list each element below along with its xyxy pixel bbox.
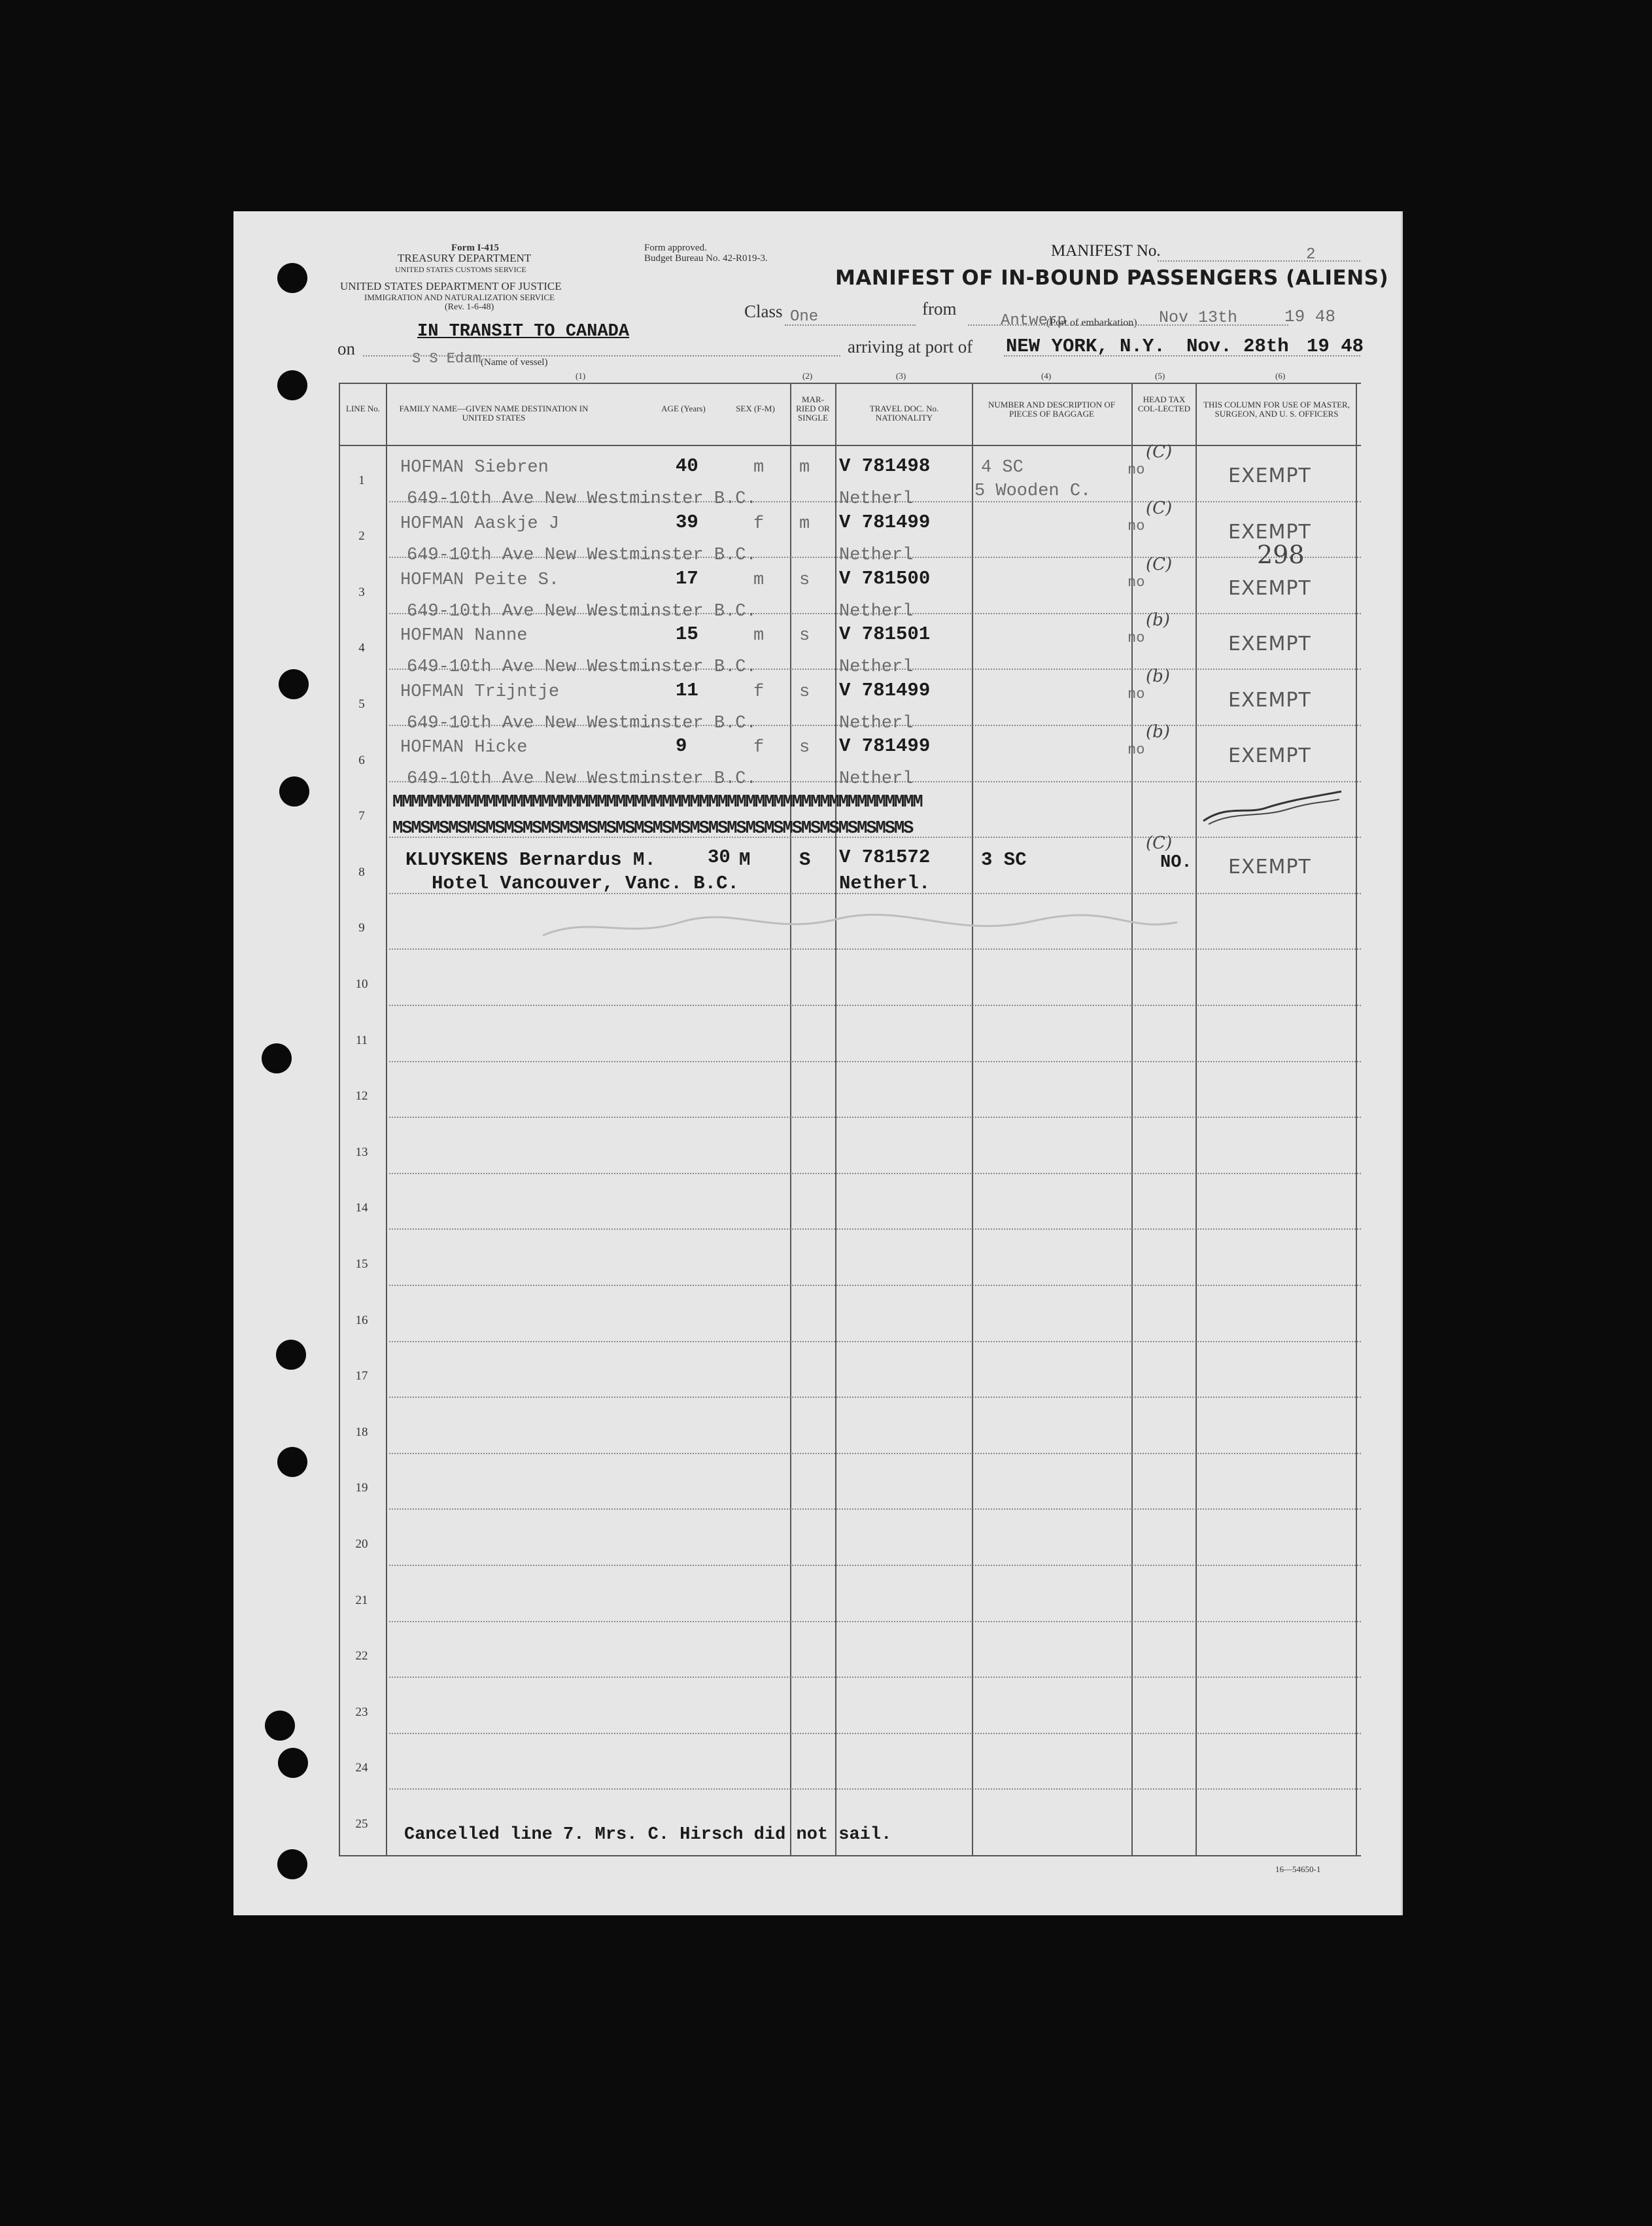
table-top-rule [339,383,1361,384]
manifest-no-value: 2 [1306,246,1316,264]
line-number: 10 [355,977,368,991]
cancelled-strike-line-2: MSMSMSMSMSMSMSMSMSMSMSMSMSMSMSMSMSMSMSMSMSMSMSMSMSMSMSMS [392,819,913,839]
line-number: 23 [355,1705,368,1719]
arrival-date: Nov. 28th [1186,336,1289,357]
punch-hole [277,1447,307,1477]
head-tax-value: no [1127,686,1145,703]
head-tax-mark: (b) [1146,722,1170,742]
punch-hole [265,1711,295,1741]
nationality: Netherl [839,489,914,509]
line-number: 21 [355,1593,368,1607]
nationality: Netherl. [839,873,931,894]
arrival-rule [1004,355,1360,357]
head-tax-value: no [1127,518,1145,534]
annotation-298: 298 [1257,540,1305,569]
exempt-stamp: EXEMPT [1228,521,1311,544]
head-tax-value: no [1127,630,1145,646]
table-header-rule [339,445,1361,446]
col-header-travel-doc: TRAVEL DOC. No. NATIONALITY [869,404,939,423]
row-rule [389,1677,1361,1678]
cancelled-note: Cancelled line 7. Mrs. C. Hirsch did not sail. [404,1825,892,1845]
treasury-dept: TREASURY DEPARTMENT [398,252,532,264]
row-rule [389,948,1361,950]
passenger-age: 17 [676,568,698,589]
col-header-head-tax: HEAD TAX COL-LECTED [1137,394,1191,413]
punch-hole [279,669,309,699]
budget-bureau: Budget Bureau No. 42-R019-3. [644,253,768,264]
travel-doc-number: V 781498 [839,455,931,477]
manifest-no-label: MANIFEST No. [1051,242,1161,260]
col-number-1: (1) [576,371,586,381]
passenger-age: 9 [676,735,687,757]
nationality: Netherl [839,714,914,733]
col-number-2: (2) [802,371,813,381]
in-transit-label: IN TRANSIT TO CANADA [417,322,630,341]
passenger-age: 40 [676,455,698,477]
passenger-marital-status: S [799,849,811,871]
row-rule [389,1005,1361,1006]
head-tax-mark: (C) [1146,555,1173,574]
destination-address: 649-10th Ave New Westminster B.C. [407,602,757,621]
travel-doc-number: V 781499 [839,680,931,701]
exempt-stamp: EXEMPT [1228,744,1311,767]
passenger-marital-status: s [799,738,810,757]
passenger-marital-status: m [799,458,810,478]
arrival-port: NEW YORK, N.Y. [1006,336,1165,357]
travel-doc-number: V 781500 [839,568,931,589]
col-header-age: AGE (Years) [661,404,706,413]
row-rule [389,1788,1361,1790]
passenger-sex: f [753,514,765,534]
destination-address: 649-10th Ave New Westminster B.C. [407,769,757,789]
passenger-sex: m [753,626,765,646]
row-rule [389,1341,1361,1342]
baggage-description: 3 SC [981,849,1027,871]
nationality: Netherl [839,546,914,565]
arriving-label: arriving at port of [848,337,973,357]
cancel-scribble [1201,785,1345,831]
destination-address: 649-10th Ave New Westminster B.C. [407,657,757,677]
punch-hole [277,370,307,400]
col-number-6: (6) [1275,371,1286,381]
passenger-sex: m [753,458,765,478]
passenger-name: KLUYSKENS Bernardus M. [405,849,656,871]
line-number: 11 [355,1034,368,1047]
nationality: Netherl [839,657,914,677]
revision: (Rev. 1-6-48) [445,302,494,312]
line-number: 15 [355,1257,368,1271]
baggage-description: 4 SC [981,458,1024,478]
ins-service: IMMIGRATION AND NATURALIZATION SERVICE [364,292,555,302]
col-divider [972,383,973,1856]
row-rule [389,1228,1361,1230]
line-number: 2 [358,529,365,543]
line-number: 13 [355,1145,368,1159]
row-rule [389,1285,1361,1286]
row-rule [389,1453,1361,1454]
passenger-age: 11 [676,680,698,701]
class-rule [785,324,916,326]
head-tax-mark: (b) [1146,610,1170,630]
line-number: 20 [355,1537,368,1551]
line-number: 6 [358,754,365,767]
form-approved: Form approved. [644,243,707,253]
destination-address: 649-10th Ave New Westminster B.C. [407,714,757,733]
vessel-rule [363,355,840,357]
head-tax-mark: (C) [1146,833,1173,853]
passenger-name: HOFMAN Nanne [400,626,528,646]
passenger-marital-status: m [799,514,810,534]
row-rule [389,1733,1361,1734]
passenger-sex: m [753,570,765,590]
form-id: Form I-415 [451,243,499,253]
embarkation-label: (Port of embarkation) [1046,317,1137,328]
line-number: 4 [358,641,365,655]
passenger-name: HOFMAN Aaskje J [400,514,560,534]
line-number: 14 [355,1201,368,1215]
col-header-sex: SEX (F-M) [736,404,775,413]
passenger-age: 39 [676,512,698,533]
faint-handwriting [536,903,1184,948]
from-value: Antwerp [1001,312,1067,330]
customs-service: UNITED STATES CUSTOMS SERVICE [395,265,526,274]
col-divider [835,383,836,1856]
print-code: 16—54650-1 [1275,1864,1321,1874]
line-number: 9 [358,921,365,935]
passenger-age: 15 [676,623,698,645]
justice-dept: UNITED STATES DEPARTMENT OF JUSTICE [340,280,562,292]
row-rule [389,1117,1361,1118]
line-number: 22 [355,1649,368,1663]
exempt-stamp: EXEMPT [1228,633,1311,655]
exempt-stamp: EXEMPT [1228,464,1311,487]
col-number-4: (4) [1041,371,1052,381]
line-number: 5 [358,697,365,711]
head-tax-mark: (b) [1146,667,1170,686]
on-label: on [337,339,355,358]
col-number-3: (3) [896,371,906,381]
travel-doc-number: V 781572 [839,846,931,868]
table-bottom-rule [339,1855,1361,1856]
line-number: 12 [355,1089,368,1103]
passenger-name: HOFMAN Hicke [400,738,528,757]
departure-year: 19 48 [1284,307,1336,326]
head-tax-value: no [1127,462,1145,478]
line-number: 24 [355,1761,368,1775]
col-divider [386,383,387,1856]
passenger-marital-status: s [799,682,810,702]
row-rule [389,1621,1361,1622]
row-rule [389,1397,1361,1398]
destination-address: 649-10th Ave New Westminster B.C. [407,546,757,565]
row-rule [389,1565,1361,1566]
cancelled-strike-line-1: MMMMMMMMMMMMMMMMMMMMMMMMMMMMMMMMMMMMMMMMMMMMMMMMMMMMMMMMM [392,793,922,812]
destination-address: Hotel Vancouver, Vanc. B.C. [432,873,739,894]
travel-doc-number: V 781501 [839,623,931,645]
class-value: One [790,308,819,326]
destination-address: 649-10th Ave New Westminster B.C. [407,489,757,509]
line-number: 8 [358,865,365,879]
punch-hole [277,1849,307,1879]
col-header-officers: THIS COLUMN FOR USE OF MASTER, SURGEON, AND U. S. OFFICERS [1203,400,1350,419]
nationality: Netherl [839,769,914,789]
col-number-5: (5) [1155,371,1165,381]
vessel-label: (Name of vessel) [481,357,548,368]
punch-hole [278,1748,308,1778]
table-right-border [1356,383,1357,1856]
from-rule [968,324,1288,326]
passenger-name: HOFMAN Siebren [400,458,549,478]
baggage-description: 5 Wooden C. [974,481,1092,501]
col-header-name: FAMILY NAME—GIVEN NAME DESTINATION IN UNITED STATES [399,404,589,423]
head-tax-value: no [1127,574,1145,591]
exempt-stamp: EXEMPT [1228,689,1311,712]
passenger-sex: f [753,738,765,757]
col-header-line-no: LINE No. [346,404,380,413]
line-number: 16 [355,1313,368,1327]
line-number: 25 [355,1817,368,1831]
col-header-married: MAR-RIED OR SINGLE [796,394,830,423]
travel-doc-number: V 781499 [839,735,931,757]
punch-hole [276,1340,306,1370]
line-number: 17 [355,1369,368,1383]
passenger-sex: M [739,849,751,871]
col-divider [1131,383,1133,1856]
line-number: 3 [358,585,365,599]
punch-hole [279,776,309,807]
row-rule [389,1061,1361,1062]
col-header-baggage: NUMBER AND DESCRIPTION OF PIECES OF BAGGAGE [988,400,1115,419]
line-number: 19 [355,1481,368,1495]
manifest-no-rule [1158,260,1360,262]
from-label: from [922,299,957,319]
manifest-title: MANIFEST OF IN-BOUND PASSENGERS (ALIENS) [835,266,1389,290]
head-tax-mark: (C) [1146,498,1173,518]
exempt-stamp: EXEMPT [1228,856,1311,878]
punch-hole [277,263,307,293]
departure-date: Nov 13th [1159,308,1238,327]
vessel-name: S S Edam [412,351,481,367]
col-divider [790,383,791,1856]
line-number: 1 [358,474,365,487]
passenger-age: 30 [708,846,731,868]
punch-hole [262,1043,292,1073]
row-rule [389,1508,1361,1510]
passenger-sex: f [753,682,765,702]
row-rule [389,1173,1361,1174]
line-number: 7 [358,809,365,823]
line-number: 18 [355,1425,368,1439]
head-tax-value: no [1127,742,1145,758]
arrival-year: 19 48 [1307,336,1364,357]
nationality: Netherl [839,602,914,621]
passenger-name: HOFMAN Trijntje [400,682,560,702]
table-left-border [339,383,340,1856]
head-tax-value: NO. [1160,853,1192,873]
class-label: Class [744,302,783,321]
exempt-stamp: EXEMPT [1228,577,1311,600]
col-divider [1196,383,1197,1856]
head-tax-mark: (C) [1146,442,1173,462]
passenger-marital-status: s [799,626,810,646]
passenger-name: HOFMAN Peite S. [400,570,560,590]
travel-doc-number: V 781499 [839,512,931,533]
passenger-marital-status: s [799,570,810,590]
